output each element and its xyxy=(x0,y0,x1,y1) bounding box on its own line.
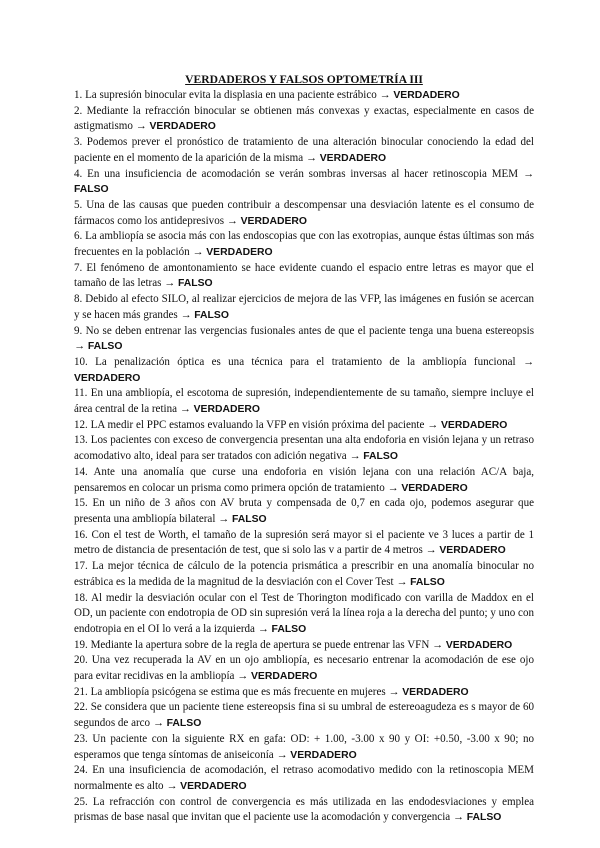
statement-text: La ambliopía se asocia más con las endoscopias que con las exotropias, aunque éstas últimas son más frecuentes en la población → xyxy=(74,230,534,259)
statement-number: 6. xyxy=(74,230,83,243)
statement-text: LA medir el PPC estamos evaluando la VFP en visión próxima del paciente → xyxy=(90,418,439,431)
statement-text: La supresión binocular evita la displasia en una paciente estrábico → xyxy=(85,89,391,101)
statement-answer: VERDADERO xyxy=(251,671,318,683)
statement-text: Una de las causas que pueden contribuir a descompensar una desviación latente es el consumo de fármacos como los antidepresivos → xyxy=(74,198,534,227)
statement-item xyxy=(74,433,534,464)
statement-text: Mediante la apertura sobre de la regla de apertura se puede entrenar las VFN → xyxy=(90,638,444,651)
statement-item xyxy=(74,135,534,166)
statement-text: La mejor técnica de cálculo de la potencia prismática a prescribir en una anomalía binocular no estrábica es la medida de la magnitud de la desviación con el Cover Test → xyxy=(74,560,534,588)
statement-number: 9. xyxy=(74,324,83,337)
statement-answer: FALSO xyxy=(231,513,267,525)
statement-text: La penalización óptica es una técnica para el tratamiento de la ambliopía funcional → xyxy=(95,355,534,368)
statement-item xyxy=(74,732,534,763)
statement-item xyxy=(74,292,534,323)
statement-text: Mediante la refracción binocular se obtienen más convexas y exactas, especialmente en casos de astigmatismo → xyxy=(74,104,534,133)
statement-text: Los pacientes con exceso de convergencia presentan una alta endoforia en visión lejana y un retraso acomodativo alto, ideal para ser tratados con adición negativa → xyxy=(74,434,534,463)
statement-text: Al medir la desviación ocular con el Test de Thorington modificado con varilla de Maddox en el OD, un paciente con endotropia de OD sin supresión verá la línea roja a la derecha del punto; y uno con endotropia en el OI lo verá a la izquierda → xyxy=(74,591,535,635)
statement-item xyxy=(74,261,534,292)
statement-item xyxy=(74,653,534,684)
statement-text: Con el test de Worth, el tamaño de la supresión será mayor si el paciente ve 3 luces a partir de 1 metro de distancia de presentación de test, que si solo las v a partir de 4 metros → xyxy=(74,528,534,557)
statement-answer: VERDADERO xyxy=(445,639,513,651)
statement-answer: FALSO xyxy=(410,576,445,588)
statement-number: 11. xyxy=(74,387,88,400)
document-title: VERDADEROS Y FALSOS OPTOMETRÍA III xyxy=(185,73,423,86)
statement-item xyxy=(74,88,534,104)
statement-number: 10. xyxy=(74,355,88,368)
statement-answer: VERDADERO xyxy=(402,686,469,698)
statement-item xyxy=(74,591,534,638)
statement-text: Una vez recuperada la AV en un ojo ambliopía, es necesario entrenar la acomodación de ese ojo para evitar recidivas en la ambliopía → xyxy=(74,654,534,683)
statement-item xyxy=(74,198,534,229)
statement-text: Debido al efecto SILO, al realizar ejercicios de mejora de las VFP, las imágenes en fusión se acercan y se hacen más grandes → xyxy=(74,293,535,321)
statement-item xyxy=(74,700,534,731)
statement-text: No se deben entrenar las vergencias fusionales antes de que el paciente tenga una buena estereopsis → xyxy=(74,324,534,353)
statement-number: 14. xyxy=(74,465,88,478)
statement-text: Podemos prever el pronóstico de tratamiento de una alteración binocular conociendo la edad del paciente en el momento de la aparición de la misma → xyxy=(74,136,534,164)
statement-answer: VERDADERO xyxy=(393,90,460,101)
statement-item xyxy=(74,229,534,260)
statement-text: La refracción con control de convergencia es más utilizada en las endodesviaciones y emplea prismas de base nasal que invitan que el paciente use la acomodación y convergencia → xyxy=(74,795,534,824)
statement-answer: VERDADERO xyxy=(74,372,141,384)
statement-number: 20. xyxy=(74,654,88,667)
statement-text: Se considera que un paciente tiene estereopsis fina si su umbral de estereoagudeza es s mayor de 60 segundos de arco → xyxy=(74,701,535,730)
statement-answer: FALSO xyxy=(74,184,109,196)
statement-number: 3. xyxy=(74,136,83,149)
statement-answer: FALSO xyxy=(87,341,123,353)
statement-number: 17. xyxy=(74,560,88,573)
statement-answer: VERDADERO xyxy=(180,780,247,792)
statement-answer: FALSO xyxy=(166,718,202,730)
statement-number: 21. xyxy=(74,685,88,698)
statement-text: En un niño de 3 años con AV bruta y compensada de 0,7 en cada ojo, podemos asegurar que presenta una ambliopía bilateral → xyxy=(74,497,534,525)
statement-item xyxy=(74,685,534,701)
statement-answer: VERDADERO xyxy=(149,121,216,133)
statement-item xyxy=(74,528,534,559)
statement-item xyxy=(74,355,534,386)
statement-number: 2. xyxy=(74,104,83,117)
statement-answer: FALSO xyxy=(194,309,229,321)
statement-answer: VERDADERO xyxy=(206,247,273,259)
statement-item xyxy=(74,167,534,198)
statement-answer: FALSO xyxy=(271,623,307,635)
statement-number: 24. xyxy=(74,764,88,777)
statement-answer: FALSO xyxy=(466,812,502,824)
statement-item xyxy=(74,795,534,826)
statement-text: En una insuficiencia de acomodación, el retraso acomodativo medido con la retinoscopia MEM normalmente es alto → xyxy=(74,764,535,792)
statement-number: 4. xyxy=(74,167,83,180)
statement-answer: VERDADERO xyxy=(439,545,506,557)
statement-text: Un paciente con la siguiente RX en gafa: OD: + 1.00, -3.00 x 90 y OI: +0.50, -3.00 x 90; no esperamos que tenga síntomas de aniseiconía → xyxy=(74,732,534,761)
statement-number: 1. xyxy=(74,89,83,101)
statement-number: 16. xyxy=(74,528,88,541)
statement-text: El fenómeno de amontonamiento se hace evidente cuando el espacio entre letras es mayor que el tamaño de las letras → xyxy=(74,261,535,290)
statement-answer: VERDADERO xyxy=(319,152,387,164)
statement-text: La ambliopía psicógena se estima que es más frecuente en mujeres → xyxy=(90,685,400,698)
statement-number: 19. xyxy=(74,638,88,651)
statement-number: 22. xyxy=(74,701,88,714)
statement-text: En una insuficiencia de acomodación se verán sombras inversas al hacer retinoscopia MEM → xyxy=(87,167,534,180)
statement-number: 12. xyxy=(74,418,88,431)
statement-answer: FALSO xyxy=(178,278,213,290)
statement-answer: VERDADERO xyxy=(193,404,261,416)
statement-item xyxy=(74,324,534,355)
statement-item xyxy=(74,638,534,654)
statement-item xyxy=(74,386,534,417)
statement-number: 18. xyxy=(74,591,88,604)
statement-item xyxy=(74,496,534,527)
statement-item xyxy=(74,465,534,496)
statement-text: Ante una anomalía que curse una endoforia en visión lejana con una relación AC/A baja, pensaremos en colocar un prisma como primera opción de tratamiento → xyxy=(74,465,534,494)
statement-answer: VERDADERO xyxy=(290,749,357,761)
statement-answer: VERDADERO xyxy=(240,215,307,227)
statement-answer: VERDADERO xyxy=(440,419,508,431)
statement-item xyxy=(74,763,534,794)
statement-text: En una ambliopía, el escotoma de supresión, independientemente de su tamaño, siempre incluye el área central de la retina → xyxy=(74,387,535,416)
statement-number: 7. xyxy=(74,261,83,274)
statement-number: 23. xyxy=(74,732,88,745)
statement-answer: VERDADERO xyxy=(401,482,468,494)
statement-item xyxy=(74,104,534,135)
statement-number: 25. xyxy=(74,795,88,808)
statement-list xyxy=(74,88,534,826)
statement-number: 8. xyxy=(74,293,83,306)
statement-number: 13. xyxy=(74,434,88,447)
statement-answer: FALSO xyxy=(363,451,398,463)
statement-number: 15. xyxy=(74,497,88,510)
statement-item xyxy=(74,559,534,590)
statement-item xyxy=(74,418,534,434)
statement-number: 5. xyxy=(74,198,83,211)
